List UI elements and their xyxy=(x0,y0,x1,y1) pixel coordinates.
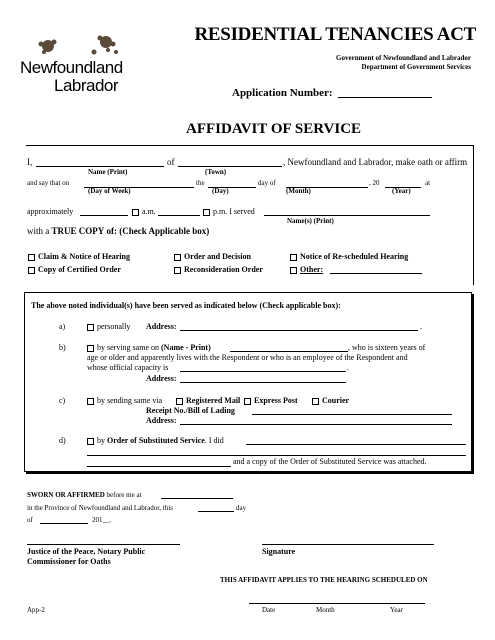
doc-option-3[interactable] xyxy=(290,252,408,261)
true-copy-pre: with a xyxy=(27,226,50,236)
pm-time-field[interactable] xyxy=(158,215,200,216)
app-number-field[interactable] xyxy=(338,97,432,98)
am-label: a.m. xyxy=(142,207,156,216)
served-names-field[interactable] xyxy=(264,215,430,216)
option-c-checkbox[interactable] xyxy=(87,398,94,405)
doc-checkbox[interactable] xyxy=(28,254,35,261)
option-b-letter: b) xyxy=(59,343,66,352)
option-b-line2: age or older and apparently lives with the Respondent or who is an employee of the Respondent and xyxy=(87,353,408,362)
doc-checkbox[interactable] xyxy=(290,254,297,261)
doc-checkbox[interactable] xyxy=(290,267,297,274)
form-code: App-2 xyxy=(27,606,45,614)
option-b-period: . xyxy=(347,363,349,372)
month-caption: (Month) xyxy=(286,187,311,195)
option-c-registered[interactable] xyxy=(176,396,240,405)
signature-line[interactable] xyxy=(262,544,434,545)
doc-checkbox[interactable] xyxy=(28,267,35,274)
doc-label: Notice of Re-scheduled Hearing xyxy=(300,252,409,261)
option-d-checkbox[interactable] xyxy=(87,438,94,445)
pm-option[interactable] xyxy=(203,207,255,216)
receipt-label: Receipt No./Bill of Lading xyxy=(146,406,235,415)
sworn-of-label: of xyxy=(27,516,33,524)
label-of: of xyxy=(167,157,175,167)
sworn-rest: before me at xyxy=(106,491,142,499)
month-footer-caption: Month xyxy=(316,606,335,614)
option-a-comma: . xyxy=(420,322,422,331)
page-title: RESIDENTIAL TENANCIES ACT xyxy=(194,24,476,45)
doc-option-5[interactable] xyxy=(174,265,263,274)
sworn-day-label: day xyxy=(236,504,247,512)
app-number-label: Application Number: xyxy=(232,87,333,99)
day-caption: (Day) xyxy=(212,187,229,195)
pm-checkbox[interactable] xyxy=(203,209,210,216)
option-d[interactable] xyxy=(87,436,224,445)
courier-label: Courier xyxy=(322,396,350,405)
justice-signature-line[interactable] xyxy=(27,544,180,545)
hearing-date-field[interactable] xyxy=(249,603,425,604)
doc-option-4[interactable] xyxy=(28,265,121,274)
gov-line2: Department of Government Services xyxy=(361,63,471,71)
option-a-checkbox[interactable] xyxy=(87,324,94,331)
option-a-letter: a) xyxy=(59,322,66,331)
doc-option-2[interactable] xyxy=(174,252,251,261)
am-checkbox[interactable] xyxy=(132,209,139,216)
sworn-line2: in the Province of Newfoundland and Labrador, this xyxy=(27,504,173,512)
true-copy-line xyxy=(27,226,209,236)
courier-checkbox[interactable] xyxy=(312,398,319,405)
town-caption: (Town) xyxy=(205,168,227,176)
option-a[interactable] xyxy=(87,322,130,331)
option-c-courier[interactable] xyxy=(312,396,349,405)
true-copy-bold: TRUE COPY xyxy=(51,226,105,236)
option-b-name-field[interactable] xyxy=(230,351,348,352)
option-b-capacity-field[interactable] xyxy=(180,371,346,372)
signature-label: Signature xyxy=(262,547,296,556)
receipt-field[interactable] xyxy=(252,414,452,415)
doc-checkbox[interactable] xyxy=(174,254,181,261)
justice-line1: Justice of the Peace, Notary Public xyxy=(27,547,146,556)
option-c-letter: c) xyxy=(59,396,66,405)
option-c[interactable] xyxy=(87,396,162,405)
option-b-checkbox[interactable] xyxy=(87,345,94,352)
sworn-place-field[interactable] xyxy=(161,498,233,499)
service-intro: The above noted individual(s) have been served as indicated below (Check applicable box): xyxy=(31,301,341,310)
sworn-month-field[interactable] xyxy=(40,523,88,524)
logo xyxy=(18,30,128,100)
pm-served-label: p.m. I served xyxy=(213,207,255,216)
option-d-end: and a copy of the Order of Substituted Service was attached. xyxy=(233,457,427,466)
name-field[interactable] xyxy=(36,166,164,167)
option-d-pre: by xyxy=(97,436,105,445)
town-field[interactable] xyxy=(178,166,282,167)
doc-label: Order and Decision xyxy=(184,252,251,261)
logo-line1: Newfoundland xyxy=(20,58,123,77)
justice-line2: Commissioner for Oaths xyxy=(27,557,111,566)
option-b-bold: (Name - Print) xyxy=(161,343,211,352)
form-title: AFFIDAVIT OF SERVICE xyxy=(186,121,362,137)
make-oath-text: , Newfoundland and Labrador, make oath or affirm xyxy=(283,157,468,167)
am-option[interactable] xyxy=(132,207,156,216)
option-b[interactable] xyxy=(87,343,211,352)
year-caption: (Year) xyxy=(392,187,411,195)
say-on-text: and say that on xyxy=(27,179,70,187)
option-a-label: personally xyxy=(97,322,131,331)
doc-label: Reconsideration Order xyxy=(184,265,263,274)
names-print-caption: Name(s) (Print) xyxy=(287,217,334,225)
doc-label: Other: xyxy=(300,265,324,274)
option-c-address-label: Address: xyxy=(146,416,177,425)
true-copy-post: of: (Check Applicable box) xyxy=(106,226,210,236)
day-of-week-caption: (Day of Week) xyxy=(88,187,131,195)
sworn-bold: SWORN OR AFFIRMED xyxy=(27,491,105,499)
option-c-label: by sending same via xyxy=(97,396,163,405)
name-print-caption: Name (Print) xyxy=(88,168,128,176)
sworn-line1 xyxy=(27,491,142,499)
label-i: I, xyxy=(27,157,33,167)
option-b-address-label: Address: xyxy=(146,374,177,383)
option-b-line3: whose official capacity is xyxy=(87,363,169,372)
gov-line1: Government of Newfoundland and Labrador xyxy=(336,54,471,62)
applies-text: THIS AFFIDAVIT APPLIES TO THE HEARING SCHEDULED ON xyxy=(220,576,428,584)
doc-option-6[interactable] xyxy=(290,265,323,274)
label-day-of: day of xyxy=(258,179,276,187)
option-d-field-1[interactable] xyxy=(246,444,466,445)
option-b-address-field[interactable] xyxy=(180,382,346,383)
registered-mail-label: Registered Mail xyxy=(186,396,241,405)
option-b-post: , who is sixteen years of xyxy=(348,343,426,352)
option-c-express[interactable] xyxy=(244,396,298,405)
section-parties-right-border xyxy=(473,145,474,285)
sworn-year: 201__. xyxy=(92,516,112,524)
option-d-bold: Order of Substituted Service xyxy=(107,436,205,445)
label-at: at xyxy=(425,179,431,187)
option-d-field-3[interactable] xyxy=(87,466,231,467)
doc-label: Claim & Notice of Hearing xyxy=(38,252,130,261)
date-caption: Date xyxy=(262,606,276,614)
registered-mail-checkbox[interactable] xyxy=(176,398,183,405)
doc-option-1[interactable] xyxy=(28,252,130,261)
express-post-label: Express Post xyxy=(254,396,298,405)
option-d-post: . I did xyxy=(204,436,224,445)
logo-line2: Labrador xyxy=(54,76,119,95)
year-footer-caption: Year xyxy=(390,606,403,614)
approximately-text: approximately xyxy=(27,207,74,216)
am-time-field[interactable] xyxy=(80,215,128,216)
express-post-checkbox[interactable] xyxy=(244,398,251,405)
option-b-pre: by serving same on xyxy=(97,343,159,352)
label-the: the xyxy=(196,179,205,187)
section-parties xyxy=(26,145,474,146)
doc-label: Copy of Certified Order xyxy=(38,265,121,274)
option-d-field-2[interactable] xyxy=(87,455,466,456)
doc-checkbox[interactable] xyxy=(174,267,181,274)
option-c-address-field[interactable] xyxy=(180,424,452,425)
other-field[interactable] xyxy=(330,273,422,274)
option-a-address-label: Address: xyxy=(146,322,177,331)
sworn-day-field[interactable] xyxy=(198,511,234,512)
label-year-prefix: , 20 xyxy=(369,179,380,187)
option-a-address-field[interactable] xyxy=(180,330,418,331)
option-d-letter: d) xyxy=(59,436,66,445)
